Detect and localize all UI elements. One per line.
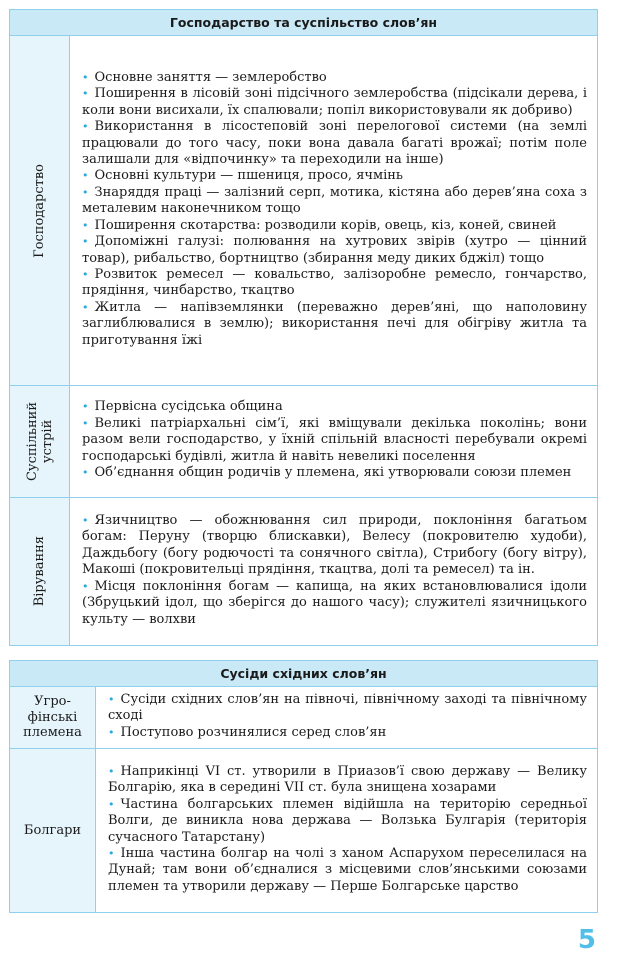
table-row	[10, 498, 598, 646]
list-item: • Наприкінці VI ст. утворили в Приазов’ї свою державу — Велику Болгарію, яка в середині VII ст. була знищена хозарами	[108, 763, 587, 796]
bullet-icon: •	[82, 514, 89, 528]
bullet-icon: •	[82, 300, 89, 314]
list-item: • Інша частина болгар на чолі з ханом Аспарухом переселилася на Дунай; там вони об’єдналися з місцевими слов’янськими союзами племен та утворили державу — Перше Болгарське царство	[108, 845, 587, 894]
list-item: • Основне заняття — землеробство	[82, 70, 327, 86]
bullet-icon: •	[108, 725, 115, 739]
list-item: • Поширення скотарства: розводили корів, овець, кіз, коней, свиней	[82, 217, 557, 233]
table-row	[10, 386, 598, 498]
list-item: • Поширення в лісовій зоні підсічного землеробства (підсікали дерева, і коли вони висихали, їх спалювали; попіл використовували як добриво)	[82, 86, 587, 118]
row-label-social-order: Суспільний устрій	[24, 401, 55, 482]
row-content	[96, 687, 598, 749]
list-item: • Язичництво — обожнювання сил природи, поклоніння багатьом богам: Перуну (творцю блискавки), Велесу (покровителю худоби), Даждьбогу (богу родючості та сонячного світла), Стрибогу (богу вітру), Макоші (покровительці прядіння, ткацтва, долі та ремесел) та ін.	[82, 513, 587, 578]
bullet-icon: •	[108, 797, 115, 811]
list-item: • Житла — напівземлянки (переважно дерев’яні, що наполовину заглиблювалися в землю); використання печі для обігріву житла та приготування їжі	[82, 299, 587, 348]
bullet-icon: •	[108, 692, 115, 706]
row-label-cell	[10, 749, 96, 913]
bullet-icon: •	[82, 87, 89, 101]
row-label-cell	[10, 386, 70, 498]
row-label-cell	[10, 36, 70, 386]
bullet-icon: •	[108, 764, 115, 778]
row-label-cell	[10, 498, 70, 646]
bullet-icon: •	[82, 416, 89, 430]
list-item: • Частина болгарських племен відійшла на територію середньої Волги, де виникла нова держава — Волзька Булгарія (територія сучасного Татарстану)	[108, 796, 587, 845]
row-label-bulgars: Болгари	[23, 822, 82, 838]
bullet-icon: •	[108, 846, 115, 860]
row-label-finno-ugric: Угро- фінські племена	[23, 694, 82, 741]
bullet-icon: •	[82, 267, 89, 281]
list-item: • Великі патріархальні сім’ї, які вміщували декілька поколінь; вони разом вели господарство, у їхній спільній власності перебували окремі господарські будівлі, житла й навіть невеликі поселення	[82, 415, 587, 464]
row-content	[70, 36, 598, 386]
table-header-row	[10, 10, 598, 36]
list-item: • Допоміжні галузі: полювання на хутрових звірів (хутро — цінний товар), рибальство, бортництво (збирання меду диких бджіл) тощо	[82, 234, 587, 266]
eastern-slavs-neighbors-table	[9, 660, 598, 913]
bullet-icon: •	[82, 169, 89, 183]
row-content	[70, 498, 598, 646]
table-row	[10, 36, 598, 386]
list-item: • Місця поклоніння богам — капища, на яких встановлювалися ідоли (Збруцький ідол, що зберігся до нашого часу); служителі язичницького культу — волхви	[82, 578, 587, 627]
table-row	[10, 687, 598, 749]
bullet-icon: •	[82, 466, 89, 480]
list-item: • Об’єднання общин родичів у племена, які утворювали союзи племен	[82, 465, 572, 481]
bullet-icon: •	[82, 235, 89, 249]
list-item: • Знаряддя праці — залізний серп, мотика, кістяна або дерев’яна соха з металевим наконечником тощо	[82, 184, 587, 217]
row-label-economy: Господарство	[32, 163, 47, 258]
row-label-cell	[10, 687, 96, 749]
page-number: 5	[577, 925, 596, 955]
bullet-icon: •	[82, 400, 89, 414]
row-label-beliefs: Вірування	[32, 536, 47, 607]
table-row	[10, 749, 598, 913]
bullet-icon: •	[82, 71, 89, 85]
bullet-icon: •	[82, 185, 89, 199]
list-item: • Первісна сусідська община	[82, 399, 283, 415]
table-header-row	[10, 661, 598, 687]
bullet-icon: •	[82, 218, 89, 232]
bullet-icon: •	[82, 120, 89, 134]
row-content	[96, 749, 598, 913]
list-item: • Сусіди східних слов’ян на півночі, північному заході та північному сході	[108, 691, 587, 724]
list-item: • Розвиток ремесел — ковальство, залізоробне ремесло, гончарство, прядіння, чинбарство, ткацтво	[82, 266, 587, 299]
table-title: Господарство та суспільство слов’ян	[10, 10, 598, 36]
bullet-icon: •	[82, 579, 89, 593]
row-content	[70, 386, 598, 498]
table-title: Сусіди східних слов’ян	[10, 661, 598, 687]
list-item: • Основні культури — пшениця, просо, ячмінь	[82, 168, 403, 184]
list-item: • Поступово розчинялися серед слов’ян	[108, 724, 387, 740]
economy-society-table	[9, 9, 598, 646]
list-item: • Використання в лісостеповій зоні перелогової системи (на землі працювали до того часу, поки вона давала багаті врожаї; потім поле залишали для «відпочинку» та переходили на інше)	[82, 119, 587, 168]
